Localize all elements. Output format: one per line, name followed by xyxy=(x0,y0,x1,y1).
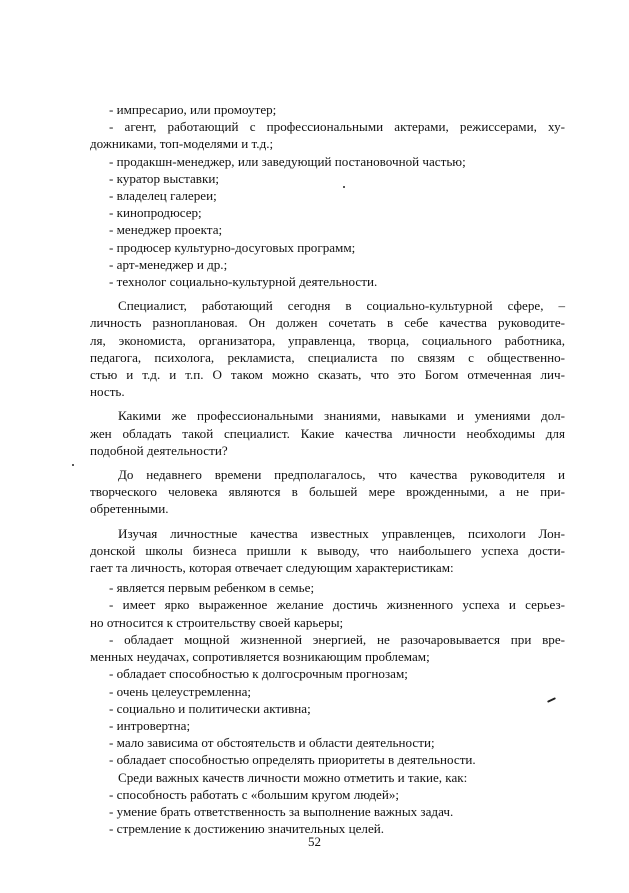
list-item: - обладает способностью к долгосрочным прогнозам; xyxy=(109,666,408,682)
list-item: - менеджер проекта; xyxy=(109,222,223,238)
paragraph-line: творческого человека являются в большей мере врожденными, а не при- xyxy=(90,484,565,500)
paragraph-line: ность. xyxy=(90,384,125,400)
page-number: 52 xyxy=(308,834,321,849)
list-item: - владелец галереи; xyxy=(109,188,217,204)
paragraph-line: Среди важных качеств личности можно отметить и такие, как: xyxy=(118,769,468,785)
paragraph-line: Какими же профессиональными знаниями, навыками и умениями дол- xyxy=(118,408,565,424)
paragraph-line: обретенными. xyxy=(90,501,169,517)
list-item: - обладает мощной жизненной энергией, не разочаровывается при вре- xyxy=(109,631,565,647)
list-item: - куратор выставки; xyxy=(109,170,219,186)
body-text xyxy=(90,101,565,837)
paragraph-line: гает та личность, которая отвечает следующим характеристикам: xyxy=(90,560,454,576)
scan-speck xyxy=(72,464,74,466)
list-item: - умение брать ответственность за выполнение важных задач. xyxy=(109,803,454,819)
paragraph-line: жен обладать такой специалист. Какие качества личности необходимы для xyxy=(90,425,565,441)
list-item: - кинопродюсер; xyxy=(109,205,202,221)
paragraph-line: подобной деятельности? xyxy=(90,442,228,458)
paragraph-line: Специалист, работающий сегодня в социально-культурной сфере, – xyxy=(118,298,565,314)
list-item: - способность работать с «большим кругом людей»; xyxy=(109,786,400,802)
list-item-continuation: дожниками, топ-моделями и т.д.; xyxy=(90,136,274,152)
paragraph-line: личность разноплановая. Он должен сочетать в себе качества руководите- xyxy=(90,315,565,331)
list-item: - арт-менеджер и др.; xyxy=(109,256,228,272)
list-item-continuation: но относится к строительству своей карьеры; xyxy=(90,614,344,630)
list-item: - мало зависима от обстоятельств и области деятельности; xyxy=(109,735,435,751)
list-item: - технолог социально-культурной деятельности. xyxy=(109,274,378,290)
list-item: - является первым ребенком в семье; xyxy=(109,580,315,596)
scan-speck xyxy=(343,186,345,188)
paragraph-line: Изучая личностные качества известных управленцев, психологи Лон- xyxy=(118,525,565,541)
list-item: - продакшн-менеджер, или заведующий постановочной частью; xyxy=(109,153,466,169)
list-item: - агент, работающий с профессиональными актерами, режиссерами, ху- xyxy=(109,119,565,135)
paragraph-line: педагога, психолога, рекламиста, специалиста по связям с общественно- xyxy=(90,349,565,365)
list-item: - продюсер культурно-досуговых программ; xyxy=(109,239,356,255)
paragraph-line: ля, экономиста, организатора, управленца, творца, социального работника, xyxy=(90,332,565,348)
list-item: - имеет ярко выраженное желание достичь жизненного успеха и серьез- xyxy=(109,597,565,613)
list-item: - стремление к достижению значительных целей. xyxy=(109,821,385,837)
list-item: - очень целеустремленна; xyxy=(109,683,252,699)
paragraph-line: стью и т.д. и т.п. О таком можно сказать, что это Богом отмеченная лич- xyxy=(90,367,565,383)
list-item: - социально и политически активна; xyxy=(109,700,311,716)
list-item-continuation: менных неудачах, сопротивляется возникающим проблемам; xyxy=(90,649,430,665)
list-item: - интровертна; xyxy=(109,717,191,733)
list-item: - обладает способностью определять приоритеты в деятельности. xyxy=(109,752,476,768)
list-item: - импресарио, или промоутер; xyxy=(109,102,277,117)
paragraph-line: донской школы бизнеса пришли к выводу, что наибольшего успеха дости- xyxy=(90,542,565,558)
paragraph-line: До недавнего времени предполагалось, что качества руководителя и xyxy=(118,467,565,483)
